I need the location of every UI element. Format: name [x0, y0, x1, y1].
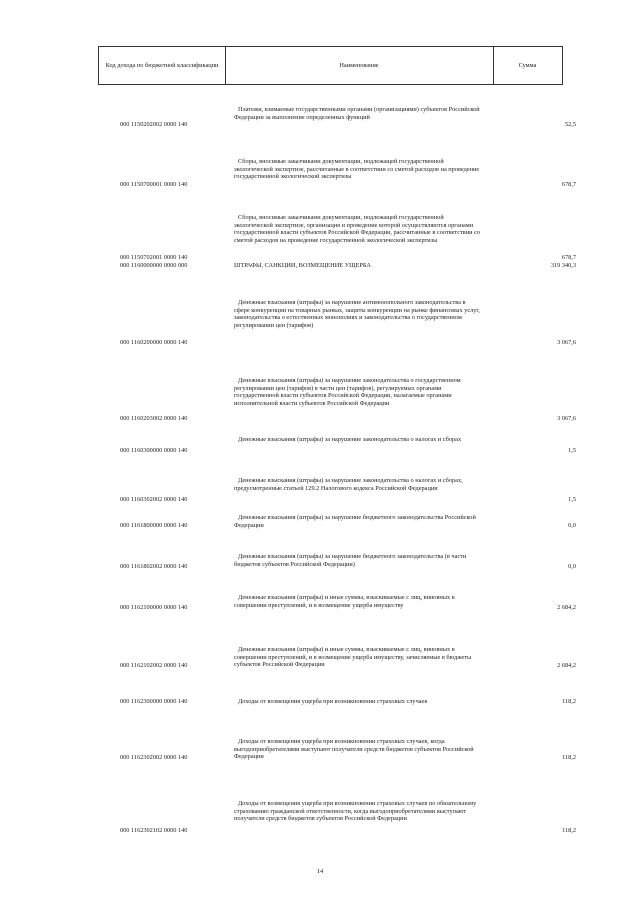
- row-name: Платежи, взимаемые государственными органами (организациями) субъектов Российской Федерации за выполнение определенных функций: [234, 106, 480, 121]
- row-sum: 2 684,2: [557, 604, 576, 611]
- row-sum: 118,2: [562, 827, 576, 834]
- row-sum: 678,7: [561, 181, 576, 188]
- row-code: 000 1162102002 0000 140: [120, 662, 188, 669]
- row-code: 000 1160302002 0000 140: [120, 496, 188, 503]
- row-name: Денежные взыскания (штрафы) за нарушение бюджетного законодательства (в части бюджетов субъектов Российской Федерации): [234, 553, 467, 568]
- row-sum: 319 340,3: [550, 262, 576, 269]
- row-sum: 0,0: [568, 522, 576, 529]
- row-code: 000 1162302102 0000 140: [120, 827, 188, 834]
- row-name: Доходы от возмещения ущерба при возникновении страховых случаев по обязательному страхованию гражданской ответственности, когда выгодоприобретателями выступают получатели средств бюджетов субъектов Российской Федерации: [234, 800, 477, 823]
- row-sum: 3 067,6: [557, 415, 576, 422]
- row-sum: 1,5: [568, 496, 576, 503]
- row-name: Сборы, вносимые заказчиками документации, подлежащей государственной экологической экспертизе, рассчитанные в соответствии со сметой расходов на проведение государственной экологической экспертизы: [234, 158, 480, 181]
- row-sum: 52,5: [564, 121, 576, 128]
- row-code: 000 1162300000 0000 140: [120, 698, 188, 705]
- row-code: 000 1161800000 0000 140: [120, 522, 188, 529]
- row-name: Денежные взыскания (штрафы) и иные суммы, взыскиваемые с лиц, виновных в совершении преступлений, и в возмещение ущерба имуществу: [234, 594, 455, 609]
- row-name: Денежные взыскания (штрафы) за нарушение антимонопольного законодательства в сфере конкуренции на товарных рынках, защиты конкуренции на рынке финансовых услуг, законодательства о естественных монополиях и законодательства о государственном регулировании цен (тарифов): [234, 299, 480, 329]
- row-name: Денежные взыскания (штрафы) и иные суммы, взыскиваемые с лиц, виновных в совершении преступлений, и в возмещение ущерба имуществу, зачисляемые в бюджеты субъектов Российской Федерации: [234, 646, 472, 669]
- row-code: 000 1160000000 0000 000: [120, 262, 188, 269]
- row-name: Денежные взыскания (штрафы) за нарушение законодательства о государственном регулировании цен (тарифов) в части цен (тарифов), регулируемых органами государственной власти субъектов Российской Федерации, налагаемые органами исполнительной власти субъектов Российской Федерации: [234, 377, 461, 407]
- row-sum: 3 067,6: [557, 339, 576, 346]
- row-sum: 678,7: [561, 254, 576, 261]
- row-code: 000 1162302002 0000 140: [120, 754, 188, 761]
- row-code: 000 1160200000 0000 140: [120, 339, 188, 346]
- row-code: 000 1150702001 0000 140: [120, 254, 188, 261]
- row-sum: 118,2: [562, 698, 576, 705]
- row-name: Доходы от возмещения ущерба при возникновении страховых случаев: [238, 698, 428, 705]
- row-code: 000 1150700001 0000 140: [120, 181, 188, 188]
- row-code: 000 1150202002 0000 140: [120, 121, 188, 128]
- row-sum: 2 684,2: [557, 662, 576, 669]
- table-header: [98, 46, 563, 85]
- row-name: Денежные взыскания (штрафы) за нарушение бюджетного законодательства Российской Федерации: [234, 514, 476, 529]
- row-code: 000 1160203002 0000 140: [120, 415, 188, 422]
- row-name: Доходы от возмещения ущерба при возникновении страховых случаев, когда выгодоприобретателями выступают получатели средств бюджетов субъектов Российской Федерации: [234, 738, 474, 761]
- header-name: Наименование: [339, 62, 379, 69]
- row-sum: 0,0: [568, 563, 576, 570]
- row-code: 000 1162100000 0000 140: [120, 604, 188, 611]
- row-name: Сборы, вносимые заказчиками документации, подлежащей государственной экологической экспертизе, организация и проведение которой осуществляются органами государственной власти субъектов Российской Федерации, рассчитанные в соответствии со сметой расходов на проведение государственной экологической экспертизы: [234, 214, 481, 244]
- header-code: Код дохода по бюджетной классификации: [105, 61, 219, 69]
- row-code: 000 1160300000 0000 140: [120, 447, 188, 454]
- row-name: ШТРАФЫ, САНКЦИИ, ВОЗМЕЩЕНИЕ УЩЕРБА: [234, 262, 371, 269]
- row-name: Денежные взыскания (штрафы) за нарушение законодательства о налогах и сборах, предусмотренные статьей 129.2 Налогового кодекса Российской Федерации: [234, 477, 463, 492]
- header-sum: Сумма: [518, 62, 537, 69]
- row-code: 000 1161802002 0000 140: [120, 563, 188, 570]
- row-name: Денежные взыскания (штрафы) за нарушение законодательства о налогах и сборах: [238, 436, 462, 443]
- page-number: 14: [316, 868, 324, 875]
- row-sum: 1,5: [568, 447, 576, 454]
- row-sum: 118,2: [562, 754, 576, 761]
